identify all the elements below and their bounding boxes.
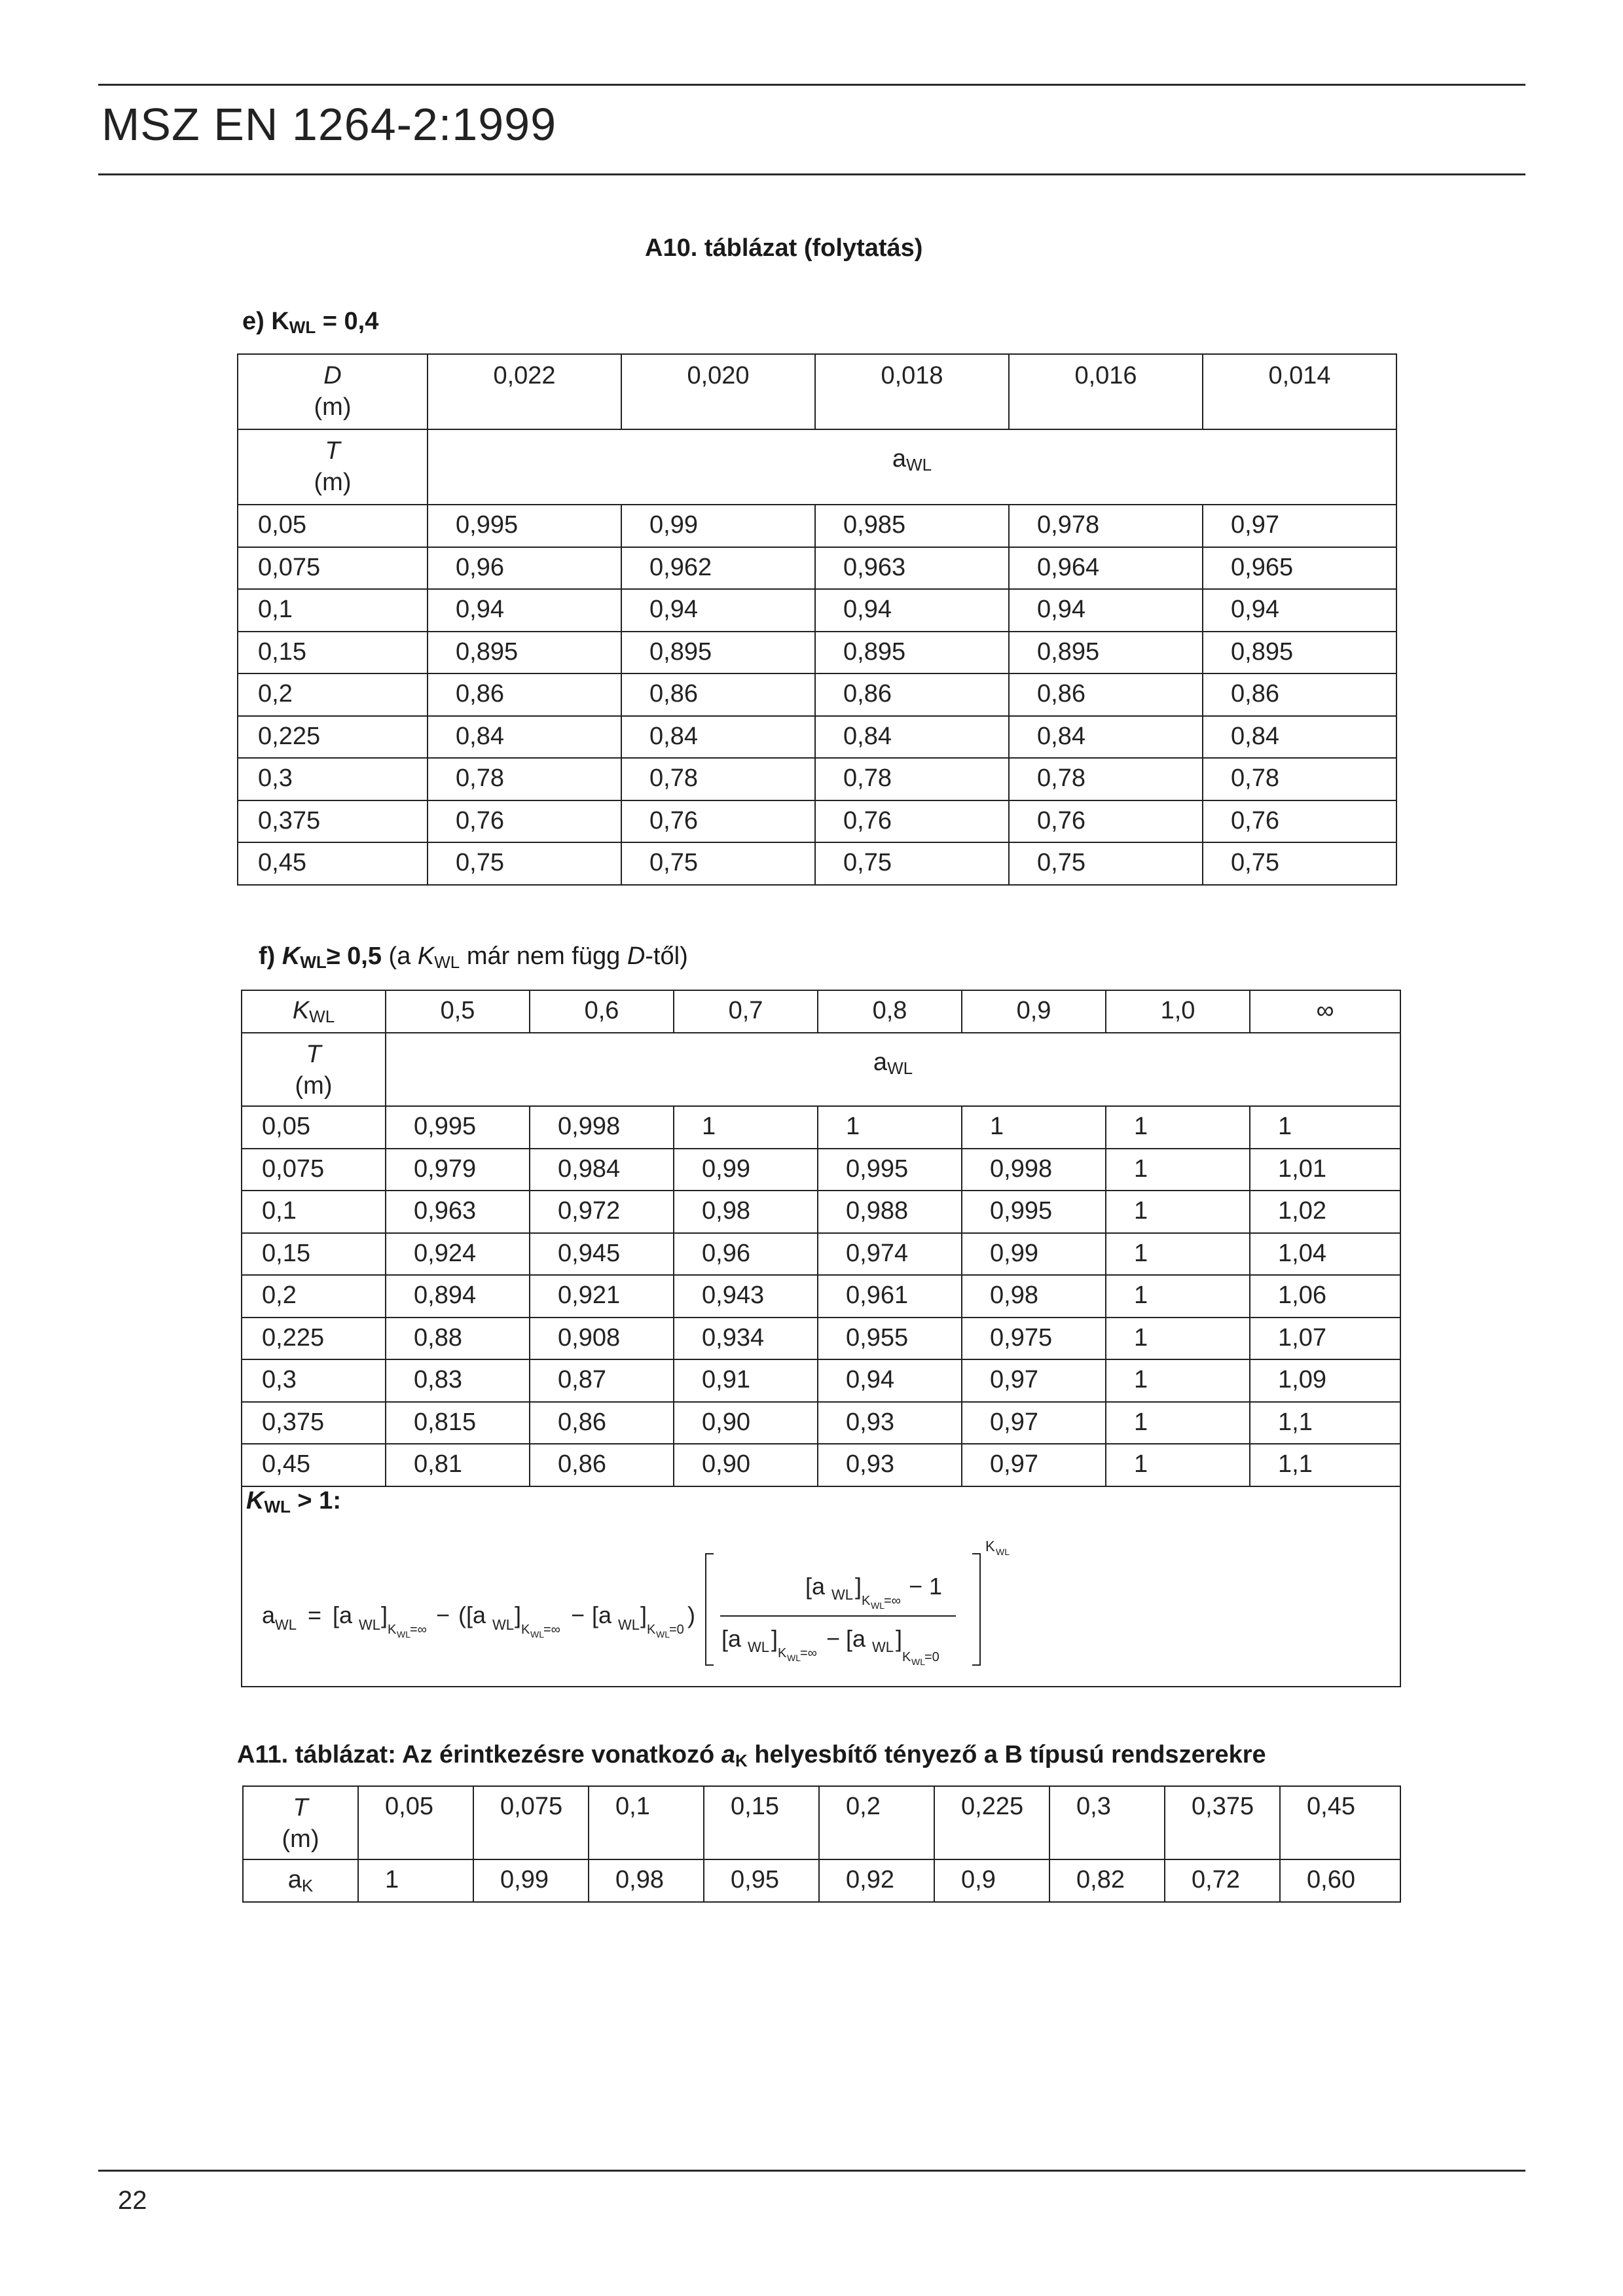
table-row <box>242 1191 1400 1233</box>
value-cell: 0,84 <box>1203 716 1396 759</box>
table-e <box>237 353 1397 886</box>
value-cell: 0,76 <box>1009 800 1203 843</box>
value-cell: 0,86 <box>815 673 1009 716</box>
svg-text:K: K <box>647 1623 656 1637</box>
table-a11-caption-prefix: A11. táblázat: Az érintkezésre vonatkozó <box>237 1741 721 1768</box>
table-a11-caption-sub: K <box>735 1751 748 1770</box>
row-label-cell: 0,225 <box>242 1318 386 1360</box>
svg-text:WL: WL <box>996 1547 1010 1557</box>
value-cell: 0,76 <box>428 800 621 843</box>
value-cell: 0,75 <box>1009 842 1203 885</box>
header-cell-d-value: 0,014 <box>1203 354 1396 429</box>
value-cell: 0,78 <box>1009 758 1203 800</box>
table-a11-row-ak <box>243 1859 1400 1902</box>
value-cell: 0,83 <box>386 1359 530 1402</box>
footer-rule <box>98 2170 1525 2172</box>
value-cell: 1,02 <box>1250 1191 1400 1233</box>
table-row <box>238 716 1396 759</box>
svg-text:K: K <box>985 1538 995 1554</box>
value-cell: 1 <box>1106 1359 1250 1402</box>
section-f-label <box>259 942 688 973</box>
table-row <box>242 1233 1400 1276</box>
value-cell: 0,76 <box>621 800 815 843</box>
value-cell: 0,87 <box>530 1359 674 1402</box>
svg-text:=: = <box>308 1602 322 1628</box>
value-cell: 0,75 <box>1203 842 1396 885</box>
a11-cell-t-symbol: T <box>293 1794 308 1821</box>
value-cell: 1 <box>1106 1149 1250 1191</box>
row-label-cell: 0,15 <box>242 1233 386 1276</box>
row-label-cell: 0,075 <box>242 1149 386 1191</box>
svg-text:WL: WL <box>275 1617 297 1633</box>
value-cell: 0,974 <box>818 1233 962 1276</box>
a11-value-cell: 0,98 <box>589 1859 704 1902</box>
section-f-paren-rest: már nem függ <box>460 942 627 970</box>
value-cell: 0,84 <box>1009 716 1203 759</box>
a11-cell-ak-sub: K <box>301 1876 314 1895</box>
value-cell: 0,86 <box>1009 673 1203 716</box>
header-cell-d-value: 0,018 <box>815 354 1009 429</box>
value-cell: 0,945 <box>530 1233 674 1276</box>
row-label-cell: 0,05 <box>242 1106 386 1149</box>
value-cell: 1,07 <box>1250 1318 1400 1360</box>
value-cell: 0,894 <box>386 1275 530 1318</box>
value-cell: 0,98 <box>674 1191 818 1233</box>
value-cell: 0,984 <box>530 1149 674 1191</box>
value-cell: 0,94 <box>815 589 1009 632</box>
header-rule-top <box>98 84 1525 86</box>
svg-text:WL: WL <box>530 1629 544 1640</box>
header-kwl-sub: WL <box>309 1007 335 1026</box>
row-label-cell: 0,3 <box>242 1359 386 1402</box>
header-cell-t-unit: (m) <box>295 1072 333 1100</box>
table-row <box>238 505 1396 547</box>
svg-text:WL: WL <box>911 1657 925 1667</box>
a11-value-cell: 0,225 <box>934 1786 1049 1859</box>
table-row <box>238 547 1396 590</box>
svg-text:[a: [a <box>592 1602 612 1628</box>
value-cell: 0,972 <box>530 1191 674 1233</box>
section-f-paren: (a <box>382 942 418 970</box>
value-cell: 1 <box>674 1106 818 1149</box>
value-cell: 0,86 <box>621 673 815 716</box>
value-cell: 0,78 <box>1203 758 1396 800</box>
value-cell: 0,76 <box>815 800 1009 843</box>
value-cell: 0,895 <box>621 632 815 674</box>
a11-value-cell: 0,60 <box>1280 1859 1400 1902</box>
section-f-d: D <box>627 942 646 970</box>
row-label-cell: 0,1 <box>238 589 428 632</box>
section-f-k-sub: WL <box>300 952 327 972</box>
value-cell: 1,1 <box>1250 1444 1400 1486</box>
svg-text:K: K <box>778 1646 787 1660</box>
header-cell-kwl-value: ∞ <box>1250 990 1400 1033</box>
table-a11-caption-suffix: helyesbítő tényező a B típusú rendszerekre <box>747 1741 1266 1768</box>
a11-value-cell: 0,375 <box>1165 1786 1280 1859</box>
value-cell: 0,995 <box>818 1149 962 1191</box>
table-row <box>238 589 1396 632</box>
value-cell: 1,06 <box>1250 1275 1400 1318</box>
header-cell-awl <box>386 1033 1400 1106</box>
value-cell: 0,895 <box>1009 632 1203 674</box>
a11-value-cell: 0,45 <box>1280 1786 1400 1859</box>
header-awl-sub: WL <box>906 455 932 475</box>
row-label-cell: 0,45 <box>242 1444 386 1486</box>
row-label-cell: 0,075 <box>238 547 428 590</box>
section-f-paren-k: K <box>417 942 435 970</box>
value-cell: 0,895 <box>428 632 621 674</box>
value-cell: 0,988 <box>818 1191 962 1233</box>
value-cell: 0,91 <box>674 1359 818 1402</box>
section-f-paren-sub: WL <box>434 952 460 972</box>
value-cell: 0,97 <box>1203 505 1396 547</box>
value-cell: 1 <box>1106 1444 1250 1486</box>
value-cell: 0,97 <box>962 1359 1106 1402</box>
value-cell: 0,962 <box>621 547 815 590</box>
value-cell: 0,86 <box>530 1444 674 1486</box>
table-a11-caption <box>237 1741 1266 1771</box>
table-row <box>238 632 1396 674</box>
value-cell: 0,94 <box>1009 589 1203 632</box>
value-cell: 0,86 <box>1203 673 1396 716</box>
value-cell: 0,998 <box>530 1106 674 1149</box>
value-cell: 0,815 <box>386 1402 530 1444</box>
table-row <box>238 758 1396 800</box>
svg-text:=∞: =∞ <box>410 1623 427 1637</box>
table-row <box>238 673 1396 716</box>
value-cell: 0,943 <box>674 1275 818 1318</box>
section-e-label-text: e) K <box>242 308 289 335</box>
value-cell: 0,955 <box>818 1318 962 1360</box>
header-cell-d-unit: (m) <box>314 393 352 421</box>
section-f-k: K <box>282 942 301 970</box>
value-cell: 0,75 <box>815 842 1009 885</box>
svg-text:]: ] <box>771 1625 778 1652</box>
svg-text:K: K <box>521 1623 530 1637</box>
value-cell: 0,985 <box>815 505 1009 547</box>
formula-condition <box>246 1487 341 1517</box>
formula-condition-k: K <box>246 1487 264 1515</box>
table-f-body <box>242 1106 1400 1486</box>
svg-text:[a: [a <box>846 1625 866 1652</box>
header-cell-kwl-value: 0,6 <box>530 990 674 1033</box>
value-cell: 0,76 <box>1203 800 1396 843</box>
standard-title: MSZ EN 1264-2:1999 <box>101 99 557 150</box>
value-cell: 0,995 <box>962 1191 1106 1233</box>
svg-text:−: − <box>571 1602 585 1628</box>
header-cell-kwl-value: 0,7 <box>674 990 818 1033</box>
svg-text:WL: WL <box>871 1600 884 1611</box>
header-cell-kwl-value: 0,8 <box>818 990 962 1033</box>
value-cell: 0,978 <box>1009 505 1203 547</box>
a11-value-cell: 0,1 <box>589 1786 704 1859</box>
value-cell: 0,75 <box>621 842 815 885</box>
a11-value-cell: 0,95 <box>704 1859 819 1902</box>
row-label-cell: 0,05 <box>238 505 428 547</box>
value-cell: 0,90 <box>674 1444 818 1486</box>
header-awl-symbol: a <box>873 1049 888 1076</box>
a11-value-cell: 0,075 <box>473 1786 589 1859</box>
value-cell: 0,94 <box>621 589 815 632</box>
table-row <box>242 1444 1400 1486</box>
value-cell: 0,84 <box>621 716 815 759</box>
value-cell: 0,963 <box>386 1191 530 1233</box>
svg-text:=0: =0 <box>669 1623 684 1637</box>
value-cell: 0,94 <box>1203 589 1396 632</box>
value-cell: 0,961 <box>818 1275 962 1318</box>
value-cell: 1 <box>1106 1402 1250 1444</box>
section-f-tail: -től) <box>645 942 688 970</box>
section-f-ge: ≥ 0,5 <box>326 942 382 970</box>
header-cell-t <box>238 429 428 505</box>
table-a11-row-t <box>243 1786 1400 1859</box>
section-f-prefix: f) <box>259 942 276 970</box>
value-cell: 0,78 <box>428 758 621 800</box>
header-cell-kwl-value: 0,9 <box>962 990 1106 1033</box>
header-cell-kwl-value: 1,0 <box>1106 990 1250 1033</box>
header-cell-awl <box>428 429 1396 505</box>
table-e-header-row-t <box>238 429 1396 505</box>
header-cell-d-value: 0,020 <box>621 354 815 429</box>
a11-value-cell: 0,72 <box>1165 1859 1280 1902</box>
header-cell-d <box>238 354 428 429</box>
row-label-cell: 0,375 <box>242 1402 386 1444</box>
table-e-body <box>238 505 1396 885</box>
svg-text:=∞: =∞ <box>884 1594 901 1608</box>
svg-text:WL: WL <box>397 1629 410 1640</box>
table-row <box>238 800 1396 843</box>
value-cell: 1 <box>818 1106 962 1149</box>
value-cell: 0,86 <box>428 673 621 716</box>
a11-cell-ak <box>243 1859 358 1902</box>
svg-text:]: ] <box>640 1602 647 1628</box>
value-cell: 1,1 <box>1250 1402 1400 1444</box>
value-cell: 0,94 <box>818 1359 962 1402</box>
svg-text:): ) <box>687 1602 695 1628</box>
value-cell: 0,964 <box>1009 547 1203 590</box>
svg-text:WL: WL <box>492 1617 514 1633</box>
row-label-cell: 0,3 <box>238 758 428 800</box>
a11-value-cell: 0,15 <box>704 1786 819 1859</box>
svg-text:WL: WL <box>748 1639 769 1655</box>
svg-text:− 1: − 1 <box>909 1573 943 1600</box>
a11-value-cell: 1 <box>358 1859 473 1902</box>
svg-text:WL: WL <box>656 1629 670 1640</box>
value-cell: 0,84 <box>815 716 1009 759</box>
table-a10-caption: A10. táblázat (folytatás) <box>645 234 923 262</box>
svg-text:WL: WL <box>787 1653 801 1663</box>
formula-awl <box>262 1528 1368 1678</box>
value-cell: 0,93 <box>818 1444 962 1486</box>
value-cell: 1,01 <box>1250 1149 1400 1191</box>
row-label-cell: 0,45 <box>238 842 428 885</box>
svg-text:[a: [a <box>805 1573 826 1600</box>
svg-text:WL: WL <box>872 1639 894 1655</box>
header-rule-bottom <box>98 173 1525 175</box>
svg-text:=∞: =∞ <box>543 1623 560 1637</box>
row-label-cell: 0,225 <box>238 716 428 759</box>
svg-text:K: K <box>388 1623 397 1637</box>
svg-text:WL: WL <box>831 1587 853 1603</box>
table-row <box>242 1402 1400 1444</box>
value-cell: 0,81 <box>386 1444 530 1486</box>
svg-text:=∞: =∞ <box>800 1646 817 1660</box>
formula-svg <box>262 1528 1368 1678</box>
header-cell-d-value: 0,022 <box>428 354 621 429</box>
table-row <box>242 1149 1400 1191</box>
value-cell: 0,94 <box>428 589 621 632</box>
section-e-label-sub: WL <box>289 317 316 337</box>
header-cell-t-symbol: T <box>325 437 340 465</box>
table-row <box>242 1106 1400 1149</box>
value-cell: 0,97 <box>962 1402 1106 1444</box>
value-cell: 0,96 <box>674 1233 818 1276</box>
svg-text:]: ] <box>855 1573 862 1600</box>
row-label-cell: 0,375 <box>238 800 428 843</box>
header-awl-symbol: a <box>892 445 907 473</box>
row-label-cell: 0,2 <box>242 1275 386 1318</box>
svg-text:]: ] <box>896 1625 903 1652</box>
header-cell-t-symbol: T <box>306 1041 321 1068</box>
a11-value-cell: 0,92 <box>819 1859 934 1902</box>
value-cell: 0,99 <box>621 505 815 547</box>
value-cell: 0,998 <box>962 1149 1106 1191</box>
header-cell-d-value: 0,016 <box>1009 354 1203 429</box>
a11-cell-t <box>243 1786 358 1859</box>
value-cell: 1 <box>1106 1318 1250 1360</box>
formula-condition-rest: > 1: <box>290 1487 341 1515</box>
value-cell: 0,86 <box>530 1402 674 1444</box>
value-cell: 0,934 <box>674 1318 818 1360</box>
value-cell: 0,78 <box>621 758 815 800</box>
value-cell: 0,979 <box>386 1149 530 1191</box>
value-cell: 0,995 <box>386 1106 530 1149</box>
value-cell: 0,90 <box>674 1402 818 1444</box>
value-cell: 0,96 <box>428 547 621 590</box>
a11-cell-ak-symbol: a <box>287 1866 302 1893</box>
value-cell: 0,99 <box>962 1233 1106 1276</box>
table-row <box>242 1359 1400 1402</box>
value-cell: 0,924 <box>386 1233 530 1276</box>
table-a11 <box>242 1785 1401 1903</box>
value-cell: 0,84 <box>428 716 621 759</box>
a11-value-cell: 0,9 <box>934 1859 1049 1902</box>
svg-text:WL: WL <box>359 1617 380 1633</box>
value-cell: 0,908 <box>530 1318 674 1360</box>
section-e-label-rest: = 0,4 <box>316 308 379 335</box>
value-cell: 1 <box>1106 1233 1250 1276</box>
value-cell: 0,965 <box>1203 547 1396 590</box>
header-cell-kwl-value: 0,5 <box>386 990 530 1033</box>
a11-value-cell: 0,2 <box>819 1786 934 1859</box>
table-f <box>241 990 1401 1487</box>
svg-text:K: K <box>862 1594 871 1608</box>
formula-box <box>241 1482 1401 1687</box>
svg-text:]: ] <box>515 1602 522 1628</box>
value-cell: 0,75 <box>428 842 621 885</box>
svg-text:]: ] <box>381 1602 388 1628</box>
value-cell: 0,78 <box>815 758 1009 800</box>
svg-text:[a: [a <box>721 1625 742 1652</box>
value-cell: 0,895 <box>1203 632 1396 674</box>
a11-value-cell: 0,99 <box>473 1859 589 1902</box>
value-cell: 0,921 <box>530 1275 674 1318</box>
table-a11-caption-symbol: a <box>721 1741 735 1768</box>
formula-condition-sub: WL <box>264 1497 291 1516</box>
header-awl-sub: WL <box>887 1058 913 1078</box>
value-cell: 1 <box>1106 1191 1250 1233</box>
svg-text:WL: WL <box>618 1617 640 1633</box>
value-cell: 0,97 <box>962 1444 1106 1486</box>
value-cell: 0,98 <box>962 1275 1106 1318</box>
value-cell: 1,09 <box>1250 1359 1400 1402</box>
value-cell: 0,895 <box>815 632 1009 674</box>
value-cell: 1,04 <box>1250 1233 1400 1276</box>
section-e-label <box>242 308 378 338</box>
a11-value-cell: 0,82 <box>1049 1859 1165 1902</box>
row-label-cell: 0,2 <box>238 673 428 716</box>
table-f-header-row-t <box>242 1033 1400 1106</box>
table-row <box>242 1275 1400 1318</box>
a11-value-cell: 0,05 <box>358 1786 473 1859</box>
row-label-cell: 0,1 <box>242 1191 386 1233</box>
table-f-header-row-kwl <box>242 990 1400 1033</box>
value-cell: 1 <box>1106 1106 1250 1149</box>
svg-text:=0: =0 <box>924 1650 939 1664</box>
header-cell-t-unit: (m) <box>314 469 352 496</box>
header-cell-d-symbol: D <box>323 362 342 389</box>
value-cell: 0,99 <box>674 1149 818 1191</box>
svg-text:a: a <box>262 1602 276 1628</box>
value-cell: 0,88 <box>386 1318 530 1360</box>
header-cell-t <box>242 1033 386 1106</box>
table-e-header-row-diameter <box>238 354 1396 429</box>
table-row <box>242 1318 1400 1360</box>
a11-cell-t-unit: (m) <box>282 1825 319 1853</box>
svg-text:−: − <box>826 1625 841 1652</box>
svg-text:[a: [a <box>333 1602 353 1628</box>
a11-value-cell: 0,3 <box>1049 1786 1165 1859</box>
value-cell: 0,975 <box>962 1318 1106 1360</box>
svg-text:−: − <box>436 1602 450 1628</box>
value-cell: 0,995 <box>428 505 621 547</box>
svg-text:([a: ([a <box>458 1602 486 1628</box>
value-cell: 0,93 <box>818 1402 962 1444</box>
value-cell: 1 <box>962 1106 1106 1149</box>
header-cell-kwl <box>242 990 386 1033</box>
value-cell: 1 <box>1250 1106 1400 1149</box>
value-cell: 1 <box>1106 1275 1250 1318</box>
row-label-cell: 0,15 <box>238 632 428 674</box>
svg-text:K: K <box>902 1650 911 1664</box>
header-kwl-symbol: K <box>292 997 310 1024</box>
page-number: 22 <box>118 2186 147 2215</box>
value-cell: 0,963 <box>815 547 1009 590</box>
table-row <box>238 842 1396 885</box>
